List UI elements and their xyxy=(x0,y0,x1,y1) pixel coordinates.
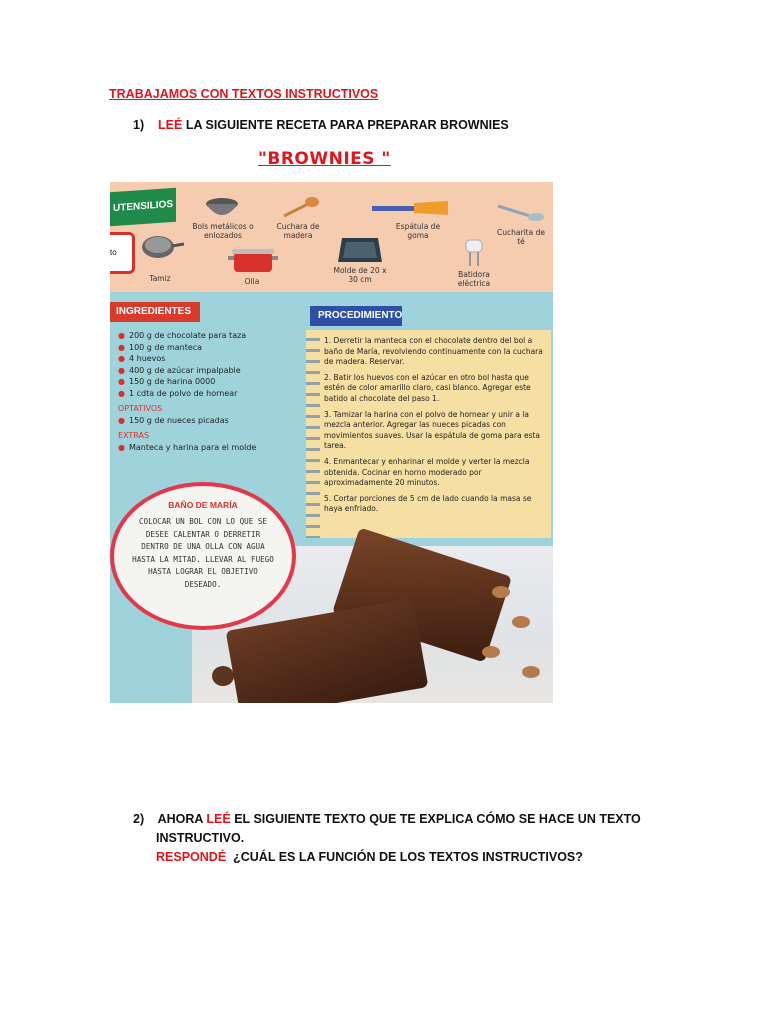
utensil-label-teaspoon: Cucharita de té xyxy=(497,228,545,246)
question-2 xyxy=(133,810,641,867)
utensil-label-sieve: Tamiz xyxy=(149,274,171,283)
question-2-text2: INSTRUCTIVO. xyxy=(156,831,245,845)
hazelnut xyxy=(212,666,234,686)
ingredient-item: ● 150 g de harina 0000 xyxy=(118,377,216,386)
question-2-text1: EL SIGUIENTE TEXTO QUE TE EXPLICA CÓMO SE HACE UN TEXTO xyxy=(234,812,641,826)
teaspoon-icon xyxy=(496,202,546,222)
question-1 xyxy=(133,118,509,132)
bano-title: BAÑO DE MARÍA xyxy=(168,500,238,510)
optional-item: ● 150 g de nueces picadas xyxy=(118,415,229,425)
question-1-text: LA SIGUIENTE RECETA PARA PREPARAR BROWNIES xyxy=(185,118,509,132)
ingredients-label: INGREDIENTES xyxy=(110,302,200,322)
question-1-verb: LEÉ xyxy=(158,118,183,132)
almond xyxy=(522,666,540,678)
notebook-spiral xyxy=(306,330,320,538)
procedure-step: 3. Tamizar la harina con el polvo de hornear y unir a la mezcla anterior. Agregar las nueces picadas con movimientos suaves. Usar la espátula de goma para esta tarea. xyxy=(324,409,541,451)
procedure-step: 2. Batir los huevos con el azúcar en otro bol hasta que estén de color amarillo claro, casi blanco. Agregar este batido al chocolate del paso 1. xyxy=(324,372,531,403)
extras-label: EXTRAS xyxy=(118,431,150,440)
almond xyxy=(492,586,510,598)
almond xyxy=(482,646,500,658)
utensils-label: UTENSILIOS xyxy=(110,188,176,227)
ingredient-item: ● 1 cdta de polvo de hornear xyxy=(118,388,238,398)
utensil-label-bowl: Bols metálicos o enlozados xyxy=(192,222,254,240)
wooden-spoon-icon xyxy=(280,196,320,218)
procedure-step: 1. Derretir la manteca con el chocolate dentro del bol a baño de María, revolviendo continuamente con la cuchara de madera. Reservar. xyxy=(324,336,543,367)
utensils-partial-item: to xyxy=(110,232,135,274)
spatula-icon xyxy=(372,200,450,216)
utensil-label-tray: Molde de 20 x 30 cm xyxy=(333,266,387,284)
ingredient-item: ● 400 g de azúcar impalpable xyxy=(118,365,241,375)
procedure-steps xyxy=(324,336,546,520)
recipe-image xyxy=(110,182,553,703)
question-1-number: 1) xyxy=(133,118,145,132)
procedure-step: 5. Cortar porciones de 5 cm de lado cuando la masa se haya enfriado. xyxy=(324,493,532,514)
bano-text: COLOCAR UN BOL CON LO QUE SE DESEE CALENTAR O DERRETIR DENTRO DE UNA OLLA CON AGUA HASTA LA MITAD. LLEVAR AL FUEGO HASTA LOGRAR EL OBJETIVO DESEADO. xyxy=(132,517,274,589)
question-2-question: ¿CUÁL ES LA FUNCIÓN DE LOS TEXTOS INSTRUCTIVOS? xyxy=(233,850,583,864)
procedure-notebook xyxy=(306,330,551,538)
page-heading: TRABAJAMOS CON TEXTOS INSTRUCTIVOS xyxy=(109,87,379,101)
bano-de-maria-note xyxy=(110,482,296,630)
utensils-panel xyxy=(110,182,553,292)
bowl-icon xyxy=(205,196,239,218)
ingredient-item: ● 200 g de chocolate para taza xyxy=(118,331,247,340)
extras-item: ● Manteca y harina para el molde xyxy=(118,442,257,452)
mixer-icon xyxy=(460,238,488,268)
question-2-respond: RESPONDÉ xyxy=(156,850,227,864)
question-2-verb: LEÉ xyxy=(206,812,231,826)
procedure-step: 4. Enmantecar y enharinar el molde y verter la mezcla obtenida. Cocinar en horno moderado por aproximadamente 20 minutos. xyxy=(324,456,530,488)
question-2-respond-line xyxy=(133,848,641,867)
pot-icon xyxy=(228,244,278,274)
recipe-title: "BROWNIES " xyxy=(258,149,391,169)
ingredients-list xyxy=(118,330,298,453)
utensil-label-pot: Olla xyxy=(244,277,260,286)
question-2-lead: AHORA xyxy=(157,812,203,826)
utensil-label-spoon: Cuchara de madera xyxy=(276,222,320,240)
optional-label: OPTATIVOS xyxy=(118,404,163,413)
baking-tray-icon xyxy=(338,236,382,264)
almond xyxy=(512,616,530,628)
question-2-number: 2) xyxy=(133,812,145,826)
sieve-icon xyxy=(140,234,184,260)
utensil-label-mixer: Batidora eléctrica xyxy=(457,270,491,288)
ingredient-item: ● 100 g de manteca xyxy=(118,342,203,352)
ingredient-item: ● 4 huevos xyxy=(118,354,166,363)
utensil-label-spatula: Espátula de goma xyxy=(395,222,441,240)
procedure-label: PROCEDIMIENTO xyxy=(310,306,402,326)
